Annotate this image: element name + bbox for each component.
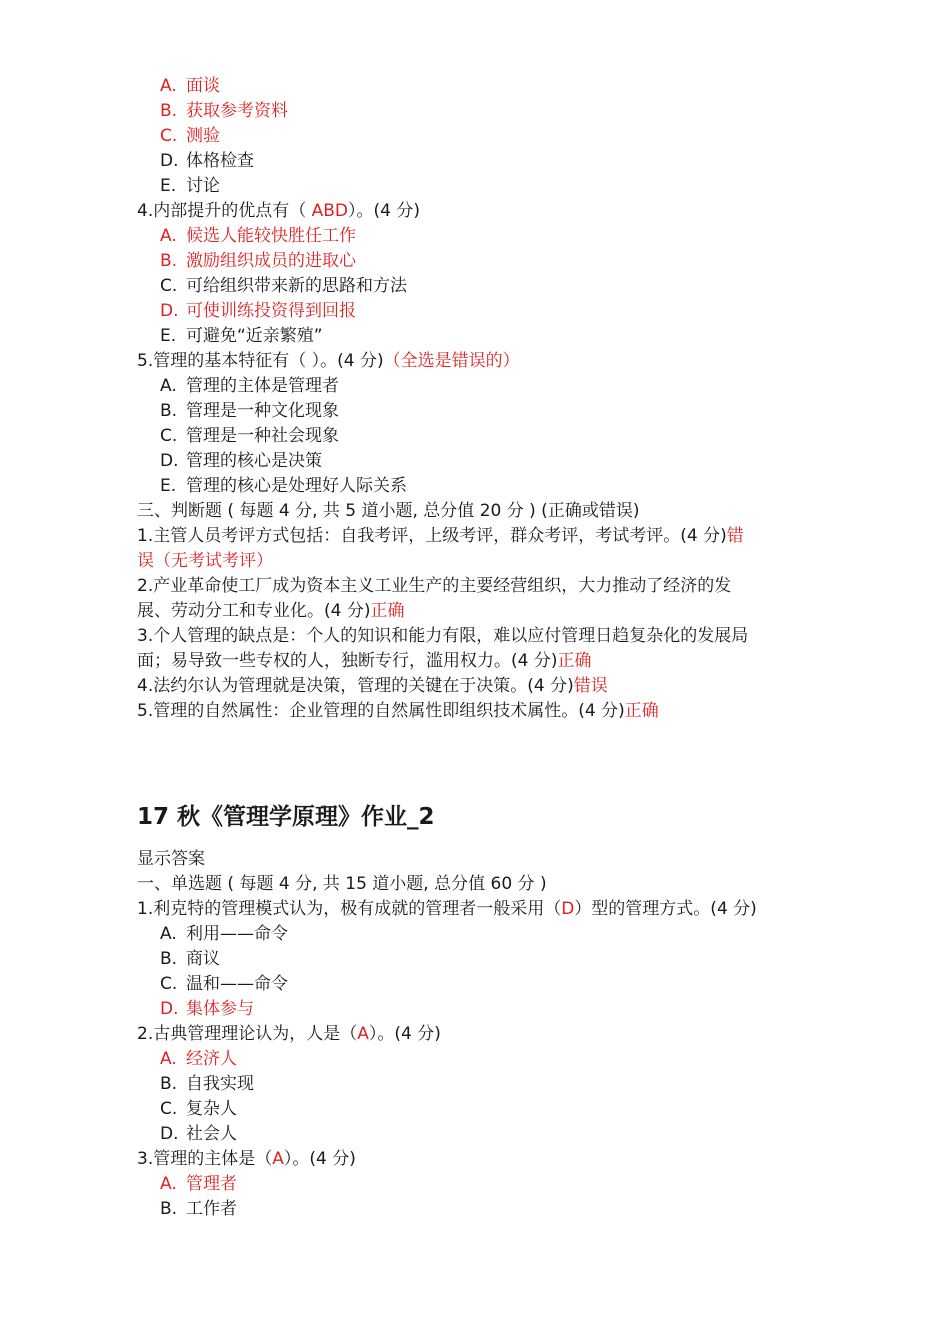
assignment-title: 17 秋《管理学原理》作业_2 bbox=[137, 804, 435, 830]
option-b: B. 激励组织成员的进取心 bbox=[160, 251, 356, 271]
option-c: C. 复杂人 bbox=[160, 1099, 237, 1119]
option-d: D. 集体参与 bbox=[160, 999, 254, 1019]
judge-q5: 5.管理的自然属性：企业管理的自然属性即组织技术属性。(4 分)正确 bbox=[137, 701, 659, 721]
option-e: E. 讨论 bbox=[160, 176, 220, 196]
option-b: B. 获取参考资料 bbox=[160, 101, 288, 121]
single-q3-stem: 3.管理的主体是（A）。(4 分) bbox=[137, 1149, 356, 1169]
option-a: A. 管理者 bbox=[160, 1174, 237, 1194]
option-c: C. 管理是一种社会现象 bbox=[160, 426, 339, 446]
judge-q1: 1.主管人员考评方式包括：自我考评，上级考评，群众考评，考试考评。(4 分)错 bbox=[137, 526, 744, 546]
option-b: B. 商议 bbox=[160, 949, 220, 969]
option-a: A. 利用——命令 bbox=[160, 924, 288, 944]
judge-q3: 3.个人管理的缺点是：个人的知识和能力有限，难以应付管理日趋复杂化的发展局 bbox=[137, 626, 749, 646]
option-c: C. 可给组织带来新的思路和方法 bbox=[160, 276, 407, 296]
answer-mark: 错 bbox=[726, 526, 744, 546]
option-a: A. 面谈 bbox=[160, 76, 220, 96]
question-4-stem: 4.内部提升的优点有（ ABD）。(4 分) bbox=[137, 201, 420, 221]
option-d: D. 可使训练投资得到回报 bbox=[160, 301, 356, 321]
option-e: E. 管理的核心是处理好人际关系 bbox=[160, 476, 407, 496]
judge-q4: 4.法约尔认为管理就是决策，管理的关键在于决策。(4 分)错误 bbox=[137, 676, 608, 696]
option-b: B. 自我实现 bbox=[160, 1074, 254, 1094]
option-b: B. 管理是一种文化现象 bbox=[160, 401, 339, 421]
judge-q1-answer: 误（无考试考评） bbox=[137, 551, 273, 571]
option-d: D. 社会人 bbox=[160, 1124, 237, 1144]
section-header-single: 一、单选题 ( 每题 4 分, 共 15 道小题, 总分值 60 分 ) bbox=[137, 874, 547, 894]
answer-mark: A bbox=[357, 1024, 369, 1044]
option-a: A. 候选人能较快胜任工作 bbox=[160, 226, 356, 246]
option-c: C. 温和——命令 bbox=[160, 974, 288, 994]
option-c: C. 测验 bbox=[160, 126, 220, 146]
judge-q2-cont: 展、劳动分工和专业化。(4 分)正确 bbox=[137, 601, 405, 621]
single-q2-stem: 2.古典管理理论认为，人是（A）。(4 分) bbox=[137, 1024, 441, 1044]
section-header-judge: 三、判断题 ( 每题 4 分, 共 5 道小题, 总分值 20 分 ) (正确或错误) bbox=[137, 501, 640, 521]
answer-mark: 正确 bbox=[370, 601, 405, 621]
option-a: A. 经济人 bbox=[160, 1049, 237, 1069]
answer-mark: 正确 bbox=[557, 651, 592, 671]
answer-mark: 错误 bbox=[573, 676, 608, 696]
show-answer-link[interactable]: 显示答案 bbox=[137, 849, 205, 869]
answer-mark: 正确 bbox=[624, 701, 659, 721]
option-e: E. 可避免“近亲繁殖” bbox=[160, 326, 323, 346]
option-d: D. 体格检查 bbox=[160, 151, 254, 171]
option-d: D. 管理的核心是决策 bbox=[160, 451, 322, 471]
single-q1-stem: 1.利克特的管理模式认为，极有成就的管理者一般采用（D）型的管理方式。(4 分) bbox=[137, 899, 757, 919]
question-5-stem: 5.管理的基本特征有（ ）。(4 分)（全选是错误的） bbox=[137, 351, 520, 371]
option-a: A. 管理的主体是管理者 bbox=[160, 376, 339, 396]
judge-q3-cont: 面；易导致一些专权的人，独断专行，滥用权力。(4 分)正确 bbox=[137, 651, 592, 671]
answer-mark: A bbox=[272, 1149, 284, 1169]
judge-q2: 2.产业革命使工厂成为资本主义工业生产的主要经营组织，大力推动了经济的发 bbox=[137, 576, 732, 596]
answer-mark: ABD bbox=[311, 201, 349, 221]
answer-note: （全选是错误的） bbox=[383, 351, 520, 371]
answer-mark: D bbox=[561, 899, 575, 919]
option-b: B. 工作者 bbox=[160, 1199, 237, 1219]
